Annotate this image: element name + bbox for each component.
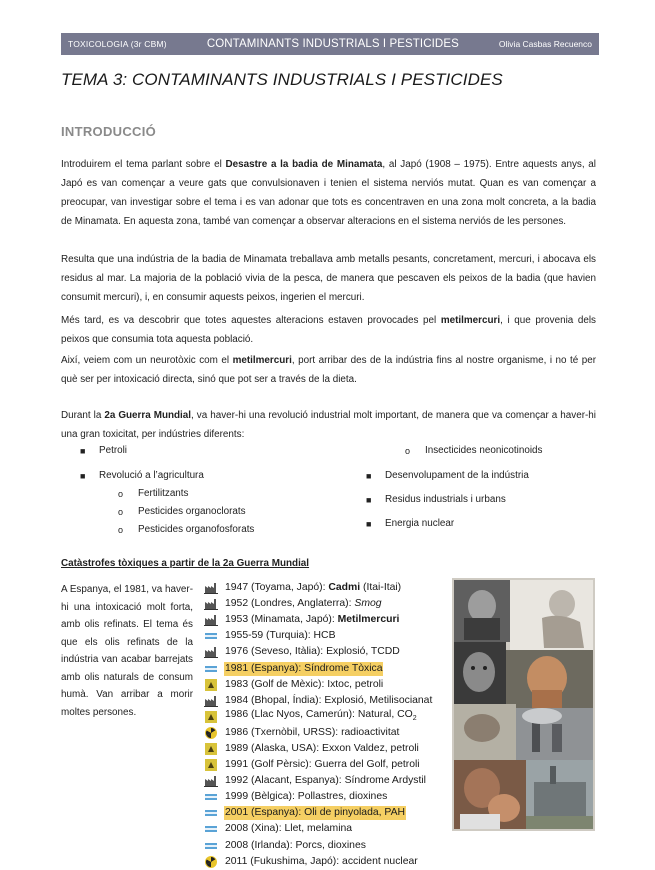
timeline-entry — [204, 805, 444, 821]
timeline-entry — [204, 773, 444, 789]
flag-icon — [204, 823, 224, 835]
timeline-entry-text: 1947 (Toyama, Japó): Cadmi (Itai-Itai) — [225, 582, 402, 594]
timeline-entry-text: 1991 (Golf Pèrsic): Guerra del Golf, petroli — [225, 759, 420, 771]
timeline-entry — [204, 693, 444, 709]
paragraph-methylmercury: Més tard, es va descobrir que totes aquestes alteracions estaven provocades pel metilmercuri, i que provenia dels peixos que consumia tota aquesta població. — [61, 315, 596, 345]
timeline-entry-text: 2011 (Fukushima, Japó): accident nuclear — [225, 855, 418, 867]
timeline-entry-text: 1999 (Bèlgica): Pollastres, dioxines — [225, 791, 388, 803]
catastrophe-timeline — [204, 580, 444, 870]
paragraph-minamata-intro: Introduirem el tema parlant sobre el Desastre a la badia de Minamata, al Japó (1908 – 1975). Entre aquests anys, al Japó es van començar a veure gats que convulsionaven i tenien el sistema nerviós mutat. Quan es van començar a preocupar, van investigar sobre el tema i es van adonar que tots es concentraven en una zona molt concreta, a la badia de Minamata. En aquesta zona, també van començar a observar alteracions en el sistema nerviós de les persones. — [61, 159, 596, 227]
paragraph-spain-1981: A Espanya, el 1981, va haver-hi una intoxicació molt forta, amb olis refinats. El tema és que els olis refinats de la indústria van acabar barrejats amb olis naturals de consum humà. Van arribar a morir moltes persones. — [61, 584, 193, 718]
bullet-revolucio: ■ Revolució a l’agricultura — [80, 470, 204, 481]
flag-icon — [204, 840, 224, 852]
timeline-entry-text: 1984 (Bhopal, Índia): Explosió, Metilisocianat — [225, 694, 433, 706]
hazard-icon — [204, 759, 224, 771]
timeline-entry-text: 1986 (Llac Nyos, Camerún): Natural, $CO_2$ — [225, 708, 417, 722]
timeline-entry — [204, 644, 444, 660]
page-title: TEMA 3: CONTAMINANTS INDUSTRIALS I PESTICIDES — [61, 70, 503, 89]
bullet-petroli: ■ Petroli — [80, 445, 127, 456]
hazard-icon — [204, 679, 224, 691]
timeline-entry-text: 1983 (Golf de Mèxic): Ixtoc, petroli — [225, 678, 384, 690]
catastrophes-heading: Catàstrofes tòxiques a partir de la 2a Guerra Mundial — [61, 558, 310, 569]
flag-icon — [204, 807, 224, 819]
timeline-entry-text: 1976 (Seveso, Itàlia): Explosió, TCDD — [225, 646, 400, 658]
timeline-entry-text: 1992 (Alacant, Espanya): Síndrome Ardystil — [225, 775, 426, 787]
timeline-entry — [204, 612, 444, 628]
timeline-entry — [204, 725, 444, 741]
timeline-entry-text: 1953 (Minamata, Japó): Metilmercuri — [225, 614, 400, 626]
hazard-icon — [204, 711, 224, 723]
factory-icon — [204, 614, 224, 626]
victims-photo-collage — [452, 578, 595, 831]
timeline-entry — [204, 580, 444, 596]
timeline-entry — [204, 709, 444, 725]
flag-icon — [204, 663, 224, 675]
timeline-entry — [204, 741, 444, 757]
subbullet-organofosforats: o Pesticides organofosforats — [118, 524, 255, 535]
subbullet-organoclorats: o Pesticides organoclorats — [118, 506, 246, 517]
paragraph-mercury-industry: Resulta que una indústria de la badia de Minamata treballava amb metalls pesants, concretament, mercuri, i abocava els residus al mar. La majoria de la població vivia de la pesca, de manera que pescaven els peixos de la badia (que havien consumit mercuri), i, en consumir aquests peixos, ingerien el mercuri. — [61, 254, 596, 303]
timeline-entry — [204, 757, 444, 773]
timeline-entry-text: 2008 (Irlanda): Porcs, dioxines — [225, 839, 366, 851]
bullet-desenvolupament: ■ Desenvolupament de la indústria — [366, 470, 529, 481]
timeline-entry — [204, 854, 444, 870]
header-author: Olivia Casbas Recuenco — [498, 39, 592, 49]
timeline-entry-text: 1986 (Txernòbil, URSS): radioactivitat — [225, 726, 400, 738]
paragraph-ww2: Durant la 2a Guerra Mundial, va haver-hi una revolució industrial molt important, de manera que va començar a haver-hi una gran toxicitat, per indústries diferents: — [61, 410, 596, 440]
factory-icon — [204, 646, 224, 658]
factory-icon — [204, 775, 224, 787]
timeline-entry-text: 1952 (Londres, Anglaterra): Smog — [225, 598, 382, 610]
section-heading: INTRODUCCIÓ — [61, 124, 157, 139]
subbullet-neonicotinoids: o Insecticides neonicotinoids — [405, 445, 543, 456]
header-course: TOXICOLOGIA (3r CBM) — [68, 39, 167, 49]
radiation-icon — [204, 856, 224, 868]
bullet-residus: ■ Residus industrials i urbans — [366, 494, 506, 505]
timeline-entry — [204, 789, 444, 805]
hazard-icon — [204, 743, 224, 755]
factory-icon — [204, 598, 224, 610]
paragraph-neurotoxic: Així, veiem com un neurotòxic com el metilmercuri, port arribar des de la indústria fins al nostre organisme, i no té per què ser per intoxicació directa, sinó que pot ser a través de la dieta. — [61, 355, 597, 385]
factory-icon — [204, 695, 224, 707]
timeline-entry — [204, 660, 444, 676]
subbullet-fertilitzants: o Fertilitzants — [118, 488, 189, 499]
factory-icon — [204, 582, 224, 594]
bullet-energia: ■ Energia nuclear — [366, 518, 455, 529]
timeline-entry — [204, 628, 444, 644]
timeline-entry — [204, 677, 444, 693]
timeline-entry-text: 2008 (Xina): Llet, melamina — [225, 823, 353, 835]
radiation-icon — [204, 727, 224, 739]
flag-icon — [204, 791, 224, 803]
timeline-entry-text: 1955-59 (Turquia): HCB — [225, 630, 336, 642]
timeline-entry-text: 1989 (Alaska, USA): Exxon Valdez, petroli — [225, 742, 419, 754]
timeline-entry-text: 2001 (Espanya): Oli de pinyolada, PAH — [225, 807, 406, 819]
timeline-entry — [204, 838, 444, 854]
timeline-entry — [204, 596, 444, 612]
timeline-entry — [204, 821, 444, 837]
header-topic: CONTAMINANTS INDUSTRIALS I PESTICIDES — [206, 38, 459, 50]
running-header — [61, 33, 599, 55]
timeline-entry-text: 1981 (Espanya): Síndrome Tòxica — [225, 662, 383, 674]
flag-icon — [204, 630, 224, 642]
